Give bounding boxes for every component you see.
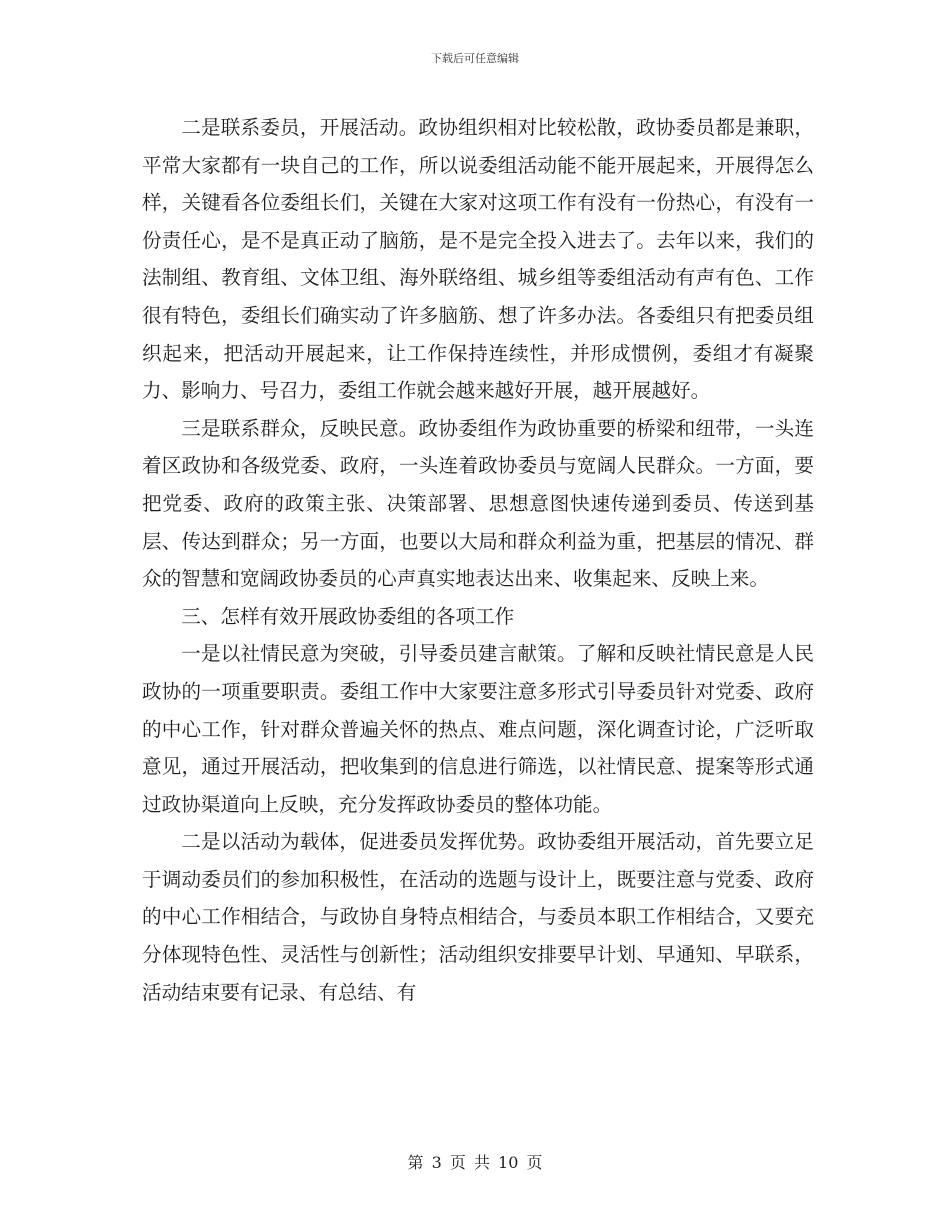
paragraph-activities: 二是以活动为载体，促进委员发挥优势。政协委组开展活动，首先要立足于调动委员们的参加积极性，在活动的选题与设计上，既要注意与党委、政府的中心工作相结合，与政协自身特点相结合，与委员本职工作相结合，又要充分体现特色性、灵活性与创新性；活动组织安排要早计划、早通知、早联系，活动结束要有记录、有总结、有	[142, 830, 814, 1004]
paragraph-public-opinion: 一是以社情民意为突破，引导委员建言献策。了解和反映社情民意是人民政协的一项重要职责。委组工作中大家要注意多形式引导委员针对党委、政府的中心工作，针对群众普遍关怀的热点、难点问题，深化调查讨论，广泛听取意见，通过开展活动，把收集到的信息进行筛选，以社情民意、提案等形式通过政协渠道向上反映，充分发挥政协委员的整体功能。	[142, 642, 814, 816]
paragraph-contact-members: 二是联系委员，开展活动。政协组织相对比较松散，政协委员都是兼职，平常大家都有一块自己的工作，所以说委组活动能不能开展起来，开展得怎么样，关键看各位委组长们，关键在大家对这项工作有没有一份热心，有没有一份责任心，是不是真正动了脑筋，是不是完全投入进去了。去年以来，我们的法制组、教育组、文体卫组、海外联络组、城乡组等委组活动有声有色、工作很有特色，委组长们确实动了许多脑筋、想了许多办法。各委组只有把委员组织起来，把活动开展起来，让工作保持连续性，并形成惯例，委组才有凝聚力、影响力、号召力，委组工作就会越来越好开展，越开展越好。	[142, 116, 814, 403]
section-heading-3: 三、怎样有效开展政协委组的各项工作	[181, 604, 515, 628]
page-header: 下载后可任意编辑	[431, 52, 519, 65]
paragraph-contact-masses: 三是联系群众，反映民意。政协委组作为政协重要的桥梁和纽带，一头连着区政协和各级党委、政府，一头连着政协委员与宽阔人民群众。一方面，要把党委、政府的政策主张、决策部署、思想意图快速传递到委员、传送到基层、传达到群众；另一方面，也要以大局和群众利益为重，把基层的情况、群众的智慧和宽阔政协委员的心声真实地表达出来、收集起来、反映上来。	[142, 416, 814, 591]
page-number: 第 3 页 共 10 页	[407, 1153, 543, 1172]
document-body	[142, 109, 814, 1011]
